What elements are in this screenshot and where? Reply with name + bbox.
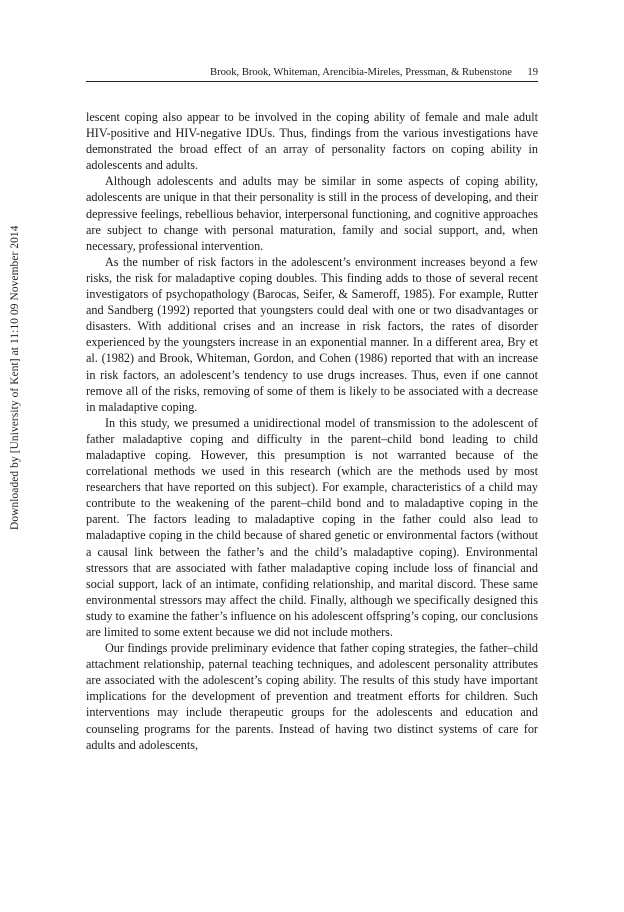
paragraph: Although adolescents and adults may be similar in some aspects of coping ability, adolescents are unique in that their personality is still in the process of developing, and their depressive feelings, rebellious behavior, interpersonal functioning, and cognitive approaches are subject to change with personal maturation, family and social support, and, when necessary, professional intervention.	[86, 174, 538, 253]
page-number: 19	[527, 67, 538, 78]
body-text	[86, 109, 538, 753]
download-watermark: Downloaded by [University of Kent] at 11:10 09 November 2014	[9, 225, 21, 530]
paragraph: Our findings provide preliminary evidence that father coping strategies, the father–child attachment relationship, paternal teaching techniques, and adolescent personality attributes are associated with the adolescent’s coping ability. The results of this study have important implications for the development of prevention and treatment efforts for children. Such interventions may include therapeutic groups for the adolescents and education and counseling programs for the parents. Instead of having two distinct systems of care for adults and adolescents,	[86, 641, 538, 752]
paragraph: In this study, we presumed a unidirectional model of transmission to the adolescent of father maladaptive coping and difficulty in the parent–child bond leading to child maladaptive coping. However, this presumption is not warranted because of the correlational methods we used in this research (which are the methods used by most researchers that have reported on this subject). For example, characteristics of a child may contribute to the weakening of the parent–child bond and to maladaptive coping in the parent. The factors leading to maladaptive coping in the father could also lead to maladaptive coping in the child because of shared genetic or environmental factors (without a causal link between the father’s and the child’s maladaptive coping). Environmental stressors that are associated with father maladaptive coping include loss of financial and social support, lack of an intimate, confiding relationship, and marital discord. These same environmental stressors may affect the child. Finally, although we specifically designed this study to examine the father’s influence on his adolescent offspring’s coping, our conclusions are limited to some extent because we did not include mothers.	[86, 415, 538, 639]
running-header	[86, 67, 538, 82]
running-header-authors: Brook, Brook, Whiteman, Arencibia-Mireles, Pressman, & Rubenstone	[210, 67, 512, 78]
paragraph: As the number of risk factors in the adolescent’s environment increases beyond a few risks, the risk for maladaptive coping doubles. This finding adds to those of several recent investigators of psychopathology (Barocas, Seifer, & Sameroff, 1985). For example, Rutter and Sandberg (1992) reported that youngsters could deal with one or two disadvantages or disasters. With additional crises and an increase in risk factors, the rates of disorder experienced by the youngsters increase in an exponential manner. In a different area, Bry et al. (1982) and Brook, Whiteman, Gordon, and Cohen (1986) reported that with an increase in risk factors, an adolescent’s tendency to use drugs increases. Thus, even if one cannot remove all of the risks, removing of some of them is likely to be associated with a decrease in maladaptive coping.	[86, 254, 538, 414]
paragraph: lescent coping also appear to be involved in the coping ability of female and male adult HIV-positive and HIV-negative IDUs. Thus, findings from the various investigations have demonstrated the broad effect of an array of personality factors on coping ability in adolescents and adults.	[86, 110, 538, 173]
